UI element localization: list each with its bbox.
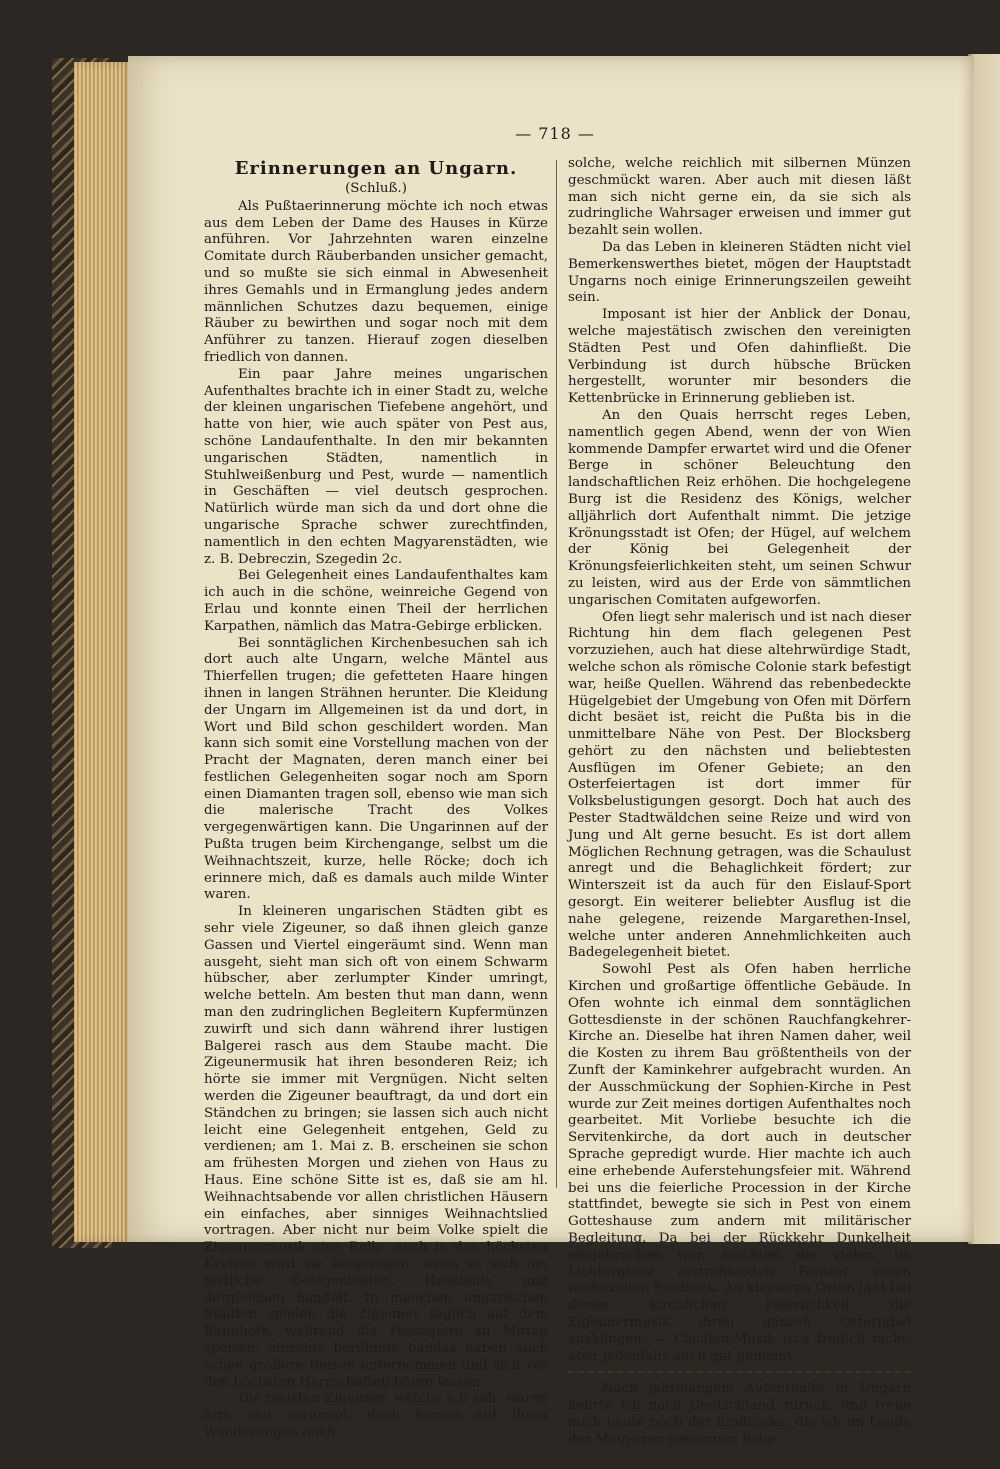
paragraph: Ofen liegt sehr malerisch und ist nach dieser Richtung hin dem flach gelegenen Pest vorzuziehen, auch hat diese altehrwürdige Stadt, welche schon als römische Colonie stark befestigt war, heiße Quellen. Während das rebenbedeckte Hügelgebiet der Umgebung von Ofen mit Dörfern dicht besäet ist, reicht die Pußta bis in die unmittelbare Nähe von Pest. Der Blocksberg gehört zu den nächsten und beliebtesten Ausflügen im Ofener Gebiete; an den Osterfeiertagen ist dort immer für Volksbelustigungen gesorgt. Doch hat auch des Pester Stadtwäldchen seine Reize und wird von Jung und Alt gerne besucht. Es ist dort allem Möglichen Rechnung getragen, was die Schaulust anregt und die Behaglichkeit fördert; zur Winterszeit ist da auch für den Eislauf-Sport gesorgt. Ein weiterer beliebter Ausflug ist die nahe gelegene, reizende Margarethen-Insel, welche unter anderen Annehmlichkeiten auch Badegelegenheit bietet. (568, 609, 911, 961)
left-column (204, 158, 548, 1442)
page-stack-edges (74, 62, 134, 1242)
article-title: Erinnerungen an Ungarn. (234, 158, 518, 179)
paragraph: In kleineren ungarischen Städten gibt es sehr viele Zigeuner, so daß ihnen gleich ganze Gassen und Viertel eingeräumt sind. Wenn man ausgeht, sieht man sich oft von einem Schwarm hübscher, aber zerlumpter Kinder umringt, welche betteln. Am besten thut man dann, wenn man den zudringlichen Begleitern Kupfermünzen zuwirft und sich dann während ihrer lustigen Balgerei rasch aus dem Staube macht. Die Zigeunermusik hat ihren besonderen Reiz; ich hörte sie immer mit Vergnügen. Nicht selten werden die Zigeuner beauftragt, da und dort ein Ständchen zu bringen; sie lassen sich auch nicht leicht eine Gelegenheit entgehen, Geld zu verdienen; am 1. Mai z. B. erscheinen sie schon am frühesten Morgen und ziehen von Haus zu Haus. Eine schöne Sitte ist es, daß sie am hl. Weihnachtsabende vor allen christlichen Häusern ein einfaches, aber sinniges Weihnachtslied vortragen. Aber nicht nur beim Volke spielt die Zigeunermusik eine Rolle, auch in den höchsten Kreisen wird sie beigezogen, wenn es sich um festliche Gelegenheiten, Hausbälle und dergleichen handelt. In manchen ungarischen Städten spielen die Zigeuner täglich auf dem Bahnhofe, während die Passagiere zu Mittag speisen; einzelne berühmte bandas haben auch schon größere Reisen unternommen und sich vor den höchsten Herrschaften hören lassen. (204, 904, 548, 1390)
page-number: — 718 — (515, 124, 595, 143)
column-divider (556, 160, 557, 1188)
paragraph: Imposant ist hier der Anblick der Donau, welche majestätisch zwischen den vereinigten Städten Pest und Ofen dahinfließt. Die Verbindung ist durch hübsche Brücken hergestellt, worunter mir besonders die Kettenbrücke in Erinnerung geblieben ist. (568, 307, 911, 407)
paragraph: Die meisten Zigeuner, welche ich sah, waren arm und zerlumpt, doch kamen auf ihren Wanderungen auch (204, 1391, 548, 1440)
closing-paragraph: Nach jahrelangem Aufenthalte in Ungarn kehrte ich nach Deutschland zurück, und freue mich heute noch der Eindrücke, die ich im Lande der Magyaren gewonnen habe. (568, 1381, 911, 1447)
paragraph: Sowohl Pest als Ofen haben herrliche Kirchen und großartige öffentliche Gebäude. In Ofen wohnte ich einmal dem sonntäglichen Gottesdienste in der schönen Rauchfangkehrer-Kirche an. Dieselbe hat ihren Namen daher, weil die Kosten zu ihrem Bau größtentheils von der Zunft der Kaminkehrer aufgebracht wurden. An der Ausschmückung der Sophien-Kirche in Pest wurde zur Zeit meines dortigen Aufenthaltes noch gearbeitet. Mit Vorliebe besuchte ich die Servitenkirche, da dort auch in deutscher Sprache gepredigt wurde. Hier machte ich auch eine erhebende Auferstehungsfeier mit. Während bei uns die feierliche Procession in der Kirche stattfindet, bewegte sie sich in Pest von einem Gotteshause zum andern mit militärischer Begleitung. Da bei der Rückkehr Dunkelheit eingebrochen war, machten die vielen, im Lichterglanz erstrahlenden Fenster einen weihevollen Eindruck. An kleineren Orten läßt bei dieser kirchlichen Feierlichkeit die Zigeunermusik ihren ganzen Osterjubel ausklingen. — Cäcilien-Musik ist's freilich nicht, aber jedenfalls auch gut gemeint. (568, 962, 911, 1364)
paragraph: solche, welche reichlich mit silbernen Münzen geschmückt waren. Aber auch mit diesen läßt man sich nicht gerne ein, da sie sich als zudringliche Wahrsager erweisen und immer gut bezahlt sein wollen. (568, 156, 911, 239)
paragraph: Als Pußtaerinnerung möchte ich noch etwas aus dem Leben der Dame des Hauses in Kürze anführen. Vor Jahrzehnten waren einzelne Comitate durch Räuberbanden unsicher gemacht, und so mußte sie sich einmal in Abwesenheit ihres Gemahls und in Ermanglung jedes andern männlichen Schutzes dazu bequemen, einige Räuber zu bewirthen und sogar noch mit dem Anführer zu tanzen. Hierauf zogen dieselben friedlich von dannen. (204, 198, 548, 365)
paragraph: Bei sonntäglichen Kirchenbesuchen sah ich dort auch alte Ungarn, welche Mäntel aus Thierfellen trugen; die gefetteten Haare hingen ihnen in langen Strähnen herunter. Die Kleidung der Ungarn im Allgemeinen ist da und dort, in Wort und Bild schon geschildert worden. Man kann sich somit eine Vorstellung machen von der Pracht der Magnaten, deren manch einer bei festlichen Gelegenheiten sogar noch am Sporn einen Diamanten tragen soll, ebenso wie man sich die malerische Tracht des Volkes vergegenwärtigen kann. Die Ungarinnen auf der Pußta trugen beim Kirchengange, selbst um die Weihnachtszeit, kurze, helle Röcke; doch ich erinnere mich, daß es damals auch milde Winter waren. (204, 635, 548, 903)
paragraph: An den Quais herrscht reges Leben, namentlich gegen Abend, wenn der von Wien kommende Dampfer erwartet wird und die Ofener Berge in schöner Beleuchtung den landschaftlichen Reiz erhöhen. Die hochgelegene Burg ist die Residenz des Königs, welcher alljährlich dort Aufenthalt nimmt. Die jetzige Krönungsstadt ist Ofen; der Hügel, auf welchem der König bei Gelegenheit der Krönungsfeierlichkeiten steht, um seinen Schwur zu leisten, wird aus der Erde von sämmtlichen ungarischen Comitaten aufgeworfen. (568, 407, 911, 608)
article-subtitle: (Schluß.) (345, 181, 407, 196)
section-divider (568, 1371, 911, 1373)
paragraph: Da das Leben in kleineren Städten nicht viel Bemerkenswerthes bietet, mögen der Hauptstadt Ungarns noch einige Erinnerungszeilen geweiht sein. (568, 239, 911, 306)
right-column (568, 156, 911, 1469)
paragraph: Ein paar Jahre meines ungarischen Aufenthaltes brachte ich in einer Stadt zu, welche der kleinen ungarischen Tiefebene angehört, und hatte von hier, wie auch später von Pest aus, schöne Landaufenthalte. In den mir bekannten ungarischen Städten, namentlich in Stuhlweißenburg und Pest, wurde — namentlich in Geschäften — viel deutsch gesprochen. Natürlich würde man sich da und dort ohne die ungarische Sprache schwer zurechtfinden, namentlich in den echten Magyarenstädten, wie z. B. Debreczin, Szegedin 2c. (204, 366, 548, 567)
end-ornament: —•—•—•—•— (686, 1453, 793, 1468)
paragraph: Bei Gelegenheit eines Landaufenthaltes kam ich auch in die schöne, weinreiche Gegend von Erlau und konnte einen Theil der herrlichen Karpathen, nämlich das Matra-Gebirge erblicken. (204, 568, 548, 634)
